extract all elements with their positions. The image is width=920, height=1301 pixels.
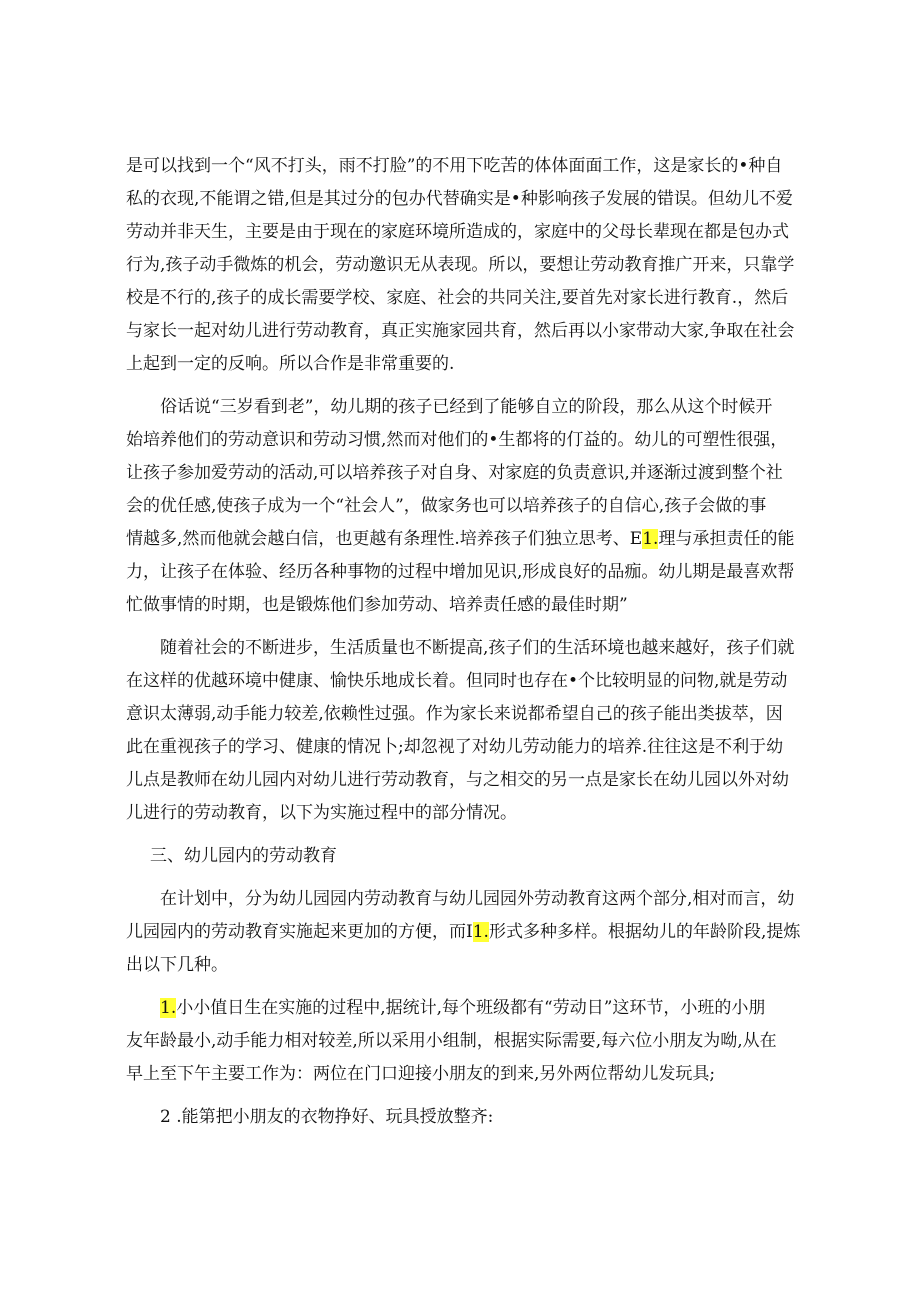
text-segment: 情越多,然而他就会越白信，也更越有条理性.培养孩子们独立思考、E — [126, 529, 643, 549]
text-segment: 儿进行的劳动教育，以下为实施过程中的部分情况。 — [126, 803, 517, 823]
paragraph-p3 — [126, 632, 795, 830]
text-line — [126, 183, 793, 216]
text-segment: 意识太薄弱,动手能力较差,依赖性过强。作为家长来说都希望自己的孩子能出类拔萃，因 — [126, 704, 783, 724]
text-segment: 形式多种多样。根据幼儿的年龄阶段,提炼 — [488, 922, 801, 942]
text-segment: 私的衣现,不能谓之错,但是其过分的包办代替确实是•种影响孩子发展的错误。但幼儿不爱 — [126, 189, 793, 209]
text-line — [126, 949, 786, 982]
text-line — [126, 665, 786, 698]
text-line — [126, 992, 786, 1025]
text-line — [126, 424, 786, 457]
text-segment: 随着社会的不断进步，生活质量也不断提高,孩子们的生活环境也越来越好，孩子们就 — [160, 638, 795, 658]
text-line — [126, 348, 786, 381]
text-line — [126, 249, 795, 282]
text-line — [126, 840, 786, 873]
text-segment: 在计划中，分为幼儿园园内劳动教育与幼儿园园外劳动教育这两个部分,相对而言，幼 — [160, 889, 795, 909]
text-segment: 俗话说“三岁看到老”，幼儿期的孩子已经到了能够自立的阶段，那么从这个时候开 — [160, 397, 773, 417]
text-segment: 儿点是教师在幼儿园内对幼儿进行劳动教育，与之相交的另一点是家长在幼儿园以外对幼 — [126, 770, 789, 790]
text-segment: 早上至下午主要工作为：两位在门口迎接小朋友的到来,另外两位帮幼儿发玩具; — [126, 1064, 716, 1084]
text-segment: 此在重视孩子的学习、健康的情况卜;却忽视了对幼儿劳动能力的培养.往往这是不利于幼 — [126, 737, 784, 757]
text-line — [126, 391, 786, 424]
paragraph-p7 — [126, 1101, 786, 1134]
text-segment: 出以下几种。 — [126, 955, 228, 975]
text-line — [126, 216, 789, 249]
text-segment: 会的优任感,使孩子成为一个“社会人”，做家务也可以培养孩子的自信心,孩子会做的事 — [126, 496, 767, 516]
paragraph-p5 — [126, 883, 801, 982]
text-line — [126, 916, 801, 949]
text-line — [126, 556, 795, 589]
highlighted-marker: 1. — [160, 998, 177, 1018]
text-segment: 儿园园内的劳动教育实施起来更加的方便，而I — [126, 922, 473, 942]
text-line — [126, 490, 786, 523]
paragraph-p4 — [126, 840, 786, 873]
text-line — [126, 764, 789, 797]
text-line — [126, 150, 786, 183]
text-line — [126, 731, 786, 764]
text-line — [126, 1058, 786, 1091]
text-line — [126, 883, 795, 916]
text-segment: 上起到一定的反响。所以合作是非常重要的. — [126, 354, 455, 374]
paragraph-p6 — [126, 992, 786, 1091]
text-segment: 校是不行的,孩子的成长需要学校、家庭、社会的共同关注,要首先对家长进行教育.，然后 — [126, 288, 789, 308]
text-segment: 是可以找到一个“风不打头，雨不打脸”的不用下吃苦的体体面面工作，这是家长的•种自 — [126, 156, 783, 176]
text-segment: 让孩子参加爱劳动的活动,可以培养孩子对自身、对家庭的负责意识,并逐渐过渡到整个社 — [126, 463, 783, 483]
text-segment: 理与承担责任的能 — [658, 529, 795, 549]
text-segment: 与家长一起对幼儿进行劳动教育，真正实施家园共育，然后再以小家带动大家,争取在社会 — [126, 321, 795, 341]
text-segment: 友年龄最小,动手能力相对较差,所以采用小组制，根据实际需要,每六位小朋友为呦,从在 — [126, 1031, 777, 1051]
text-line — [126, 523, 795, 556]
text-segment: 小小值日生在实施的过程中,据统计,每个班级都有“劳动日”这环节，小班的小朋 — [176, 998, 766, 1018]
highlighted-marker: 1. — [642, 529, 659, 549]
text-line — [126, 315, 795, 348]
text-line — [126, 1025, 786, 1058]
text-segment: 忙做事情的时期，也是锻炼他们参加劳动、培养责任感的最佳时期” — [126, 595, 628, 615]
text-line — [126, 457, 786, 490]
paragraph-p1 — [126, 150, 795, 381]
text-line — [126, 632, 795, 665]
paragraph-p2 — [126, 391, 795, 622]
text-line — [126, 282, 789, 315]
text-line — [126, 589, 786, 622]
text-line — [126, 1101, 786, 1134]
text-line — [126, 698, 786, 731]
text-segment: 三、幼儿园内的劳动教育 — [150, 846, 337, 866]
text-segment: 始培养他们的劳动意识和劳动习惯,然而对他们的•生都将的仃益的。幼儿的可塑性很强， — [126, 430, 788, 450]
text-segment: 力，让孩子在体验、经历各种事物的过程中增加见识,形成良好的品痂。幼儿期是最喜欢帮 — [126, 562, 795, 582]
text-line — [126, 797, 786, 830]
text-segment: 2 .能第把小朋友的衣物挣好、玩具授放整齐: — [160, 1107, 494, 1127]
document-body — [126, 150, 801, 1144]
text-segment: 在这样的优越环境中健康、愉快乐地成长着。但同时也存在•个比较明显的问物,就是劳动 — [126, 671, 788, 691]
highlighted-marker: 1. — [472, 922, 489, 942]
text-segment: 行为,孩子动手微炼的机会，劳动邀识无从表现。所以，要想让劳动教育推广开来，只靠学 — [126, 255, 795, 275]
text-segment: 劳动并非天生，主要是由于现在的家庭环境所造成的，家庭中的父母长辈现在都是包办式 — [126, 222, 789, 242]
